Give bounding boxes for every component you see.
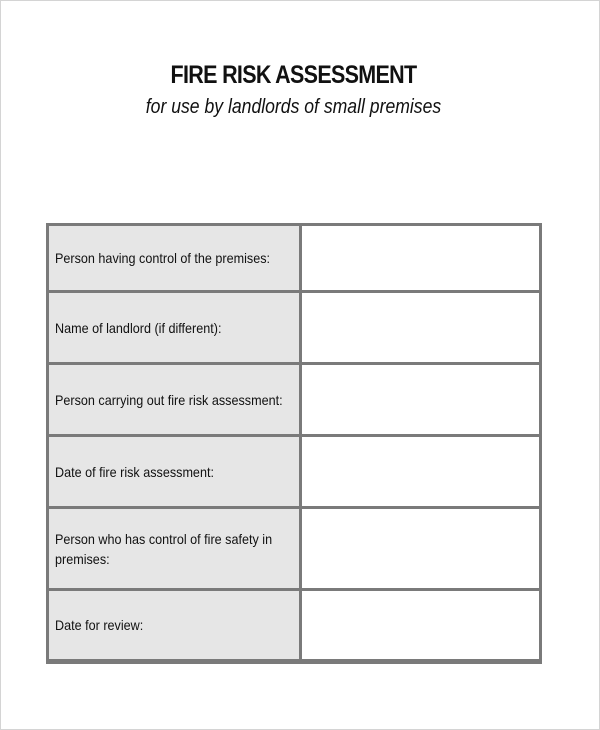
form-label-person-in-control: Person having control of the premises: <box>55 250 271 266</box>
form-label-landlord-name: Name of landlord (if different): <box>55 319 222 336</box>
assessor-field[interactable] <box>302 365 539 434</box>
form-row-fire-safety-controller <box>49 509 539 588</box>
review-date-field[interactable] <box>302 591 539 659</box>
form-row-assessment-date <box>49 437 539 506</box>
document-title: FIRE RISK ASSESSMENT <box>170 61 417 89</box>
form-row-review-date <box>49 591 539 659</box>
person-in-control-field[interactable] <box>302 226 539 290</box>
form-label-cell <box>49 437 299 506</box>
form-label-cell <box>49 293 299 362</box>
form-label-assessor: Person carrying out fire risk assessment: <box>55 391 283 408</box>
form-label-cell <box>49 591 299 659</box>
form-label-cell <box>49 509 299 588</box>
landlord-name-field[interactable] <box>302 293 539 362</box>
form-label-review-date: Date for review: <box>55 617 144 633</box>
assessment-form-table <box>46 223 542 664</box>
form-label-cell <box>49 365 299 434</box>
form-row-person-in-control <box>49 226 539 290</box>
form-label-cell <box>49 226 299 290</box>
assessment-date-field[interactable] <box>302 437 539 506</box>
form-label-fire-safety-controller: Person who has control of fire safety in premises: <box>55 530 273 567</box>
document-subtitle: for use by landlords of small premises <box>145 96 442 118</box>
fire-safety-controller-field[interactable] <box>302 509 539 588</box>
form-row-assessor <box>49 365 539 434</box>
form-label-assessment-date: Date of fire risk assessment: <box>55 463 214 480</box>
form-row-landlord-name <box>49 293 539 362</box>
